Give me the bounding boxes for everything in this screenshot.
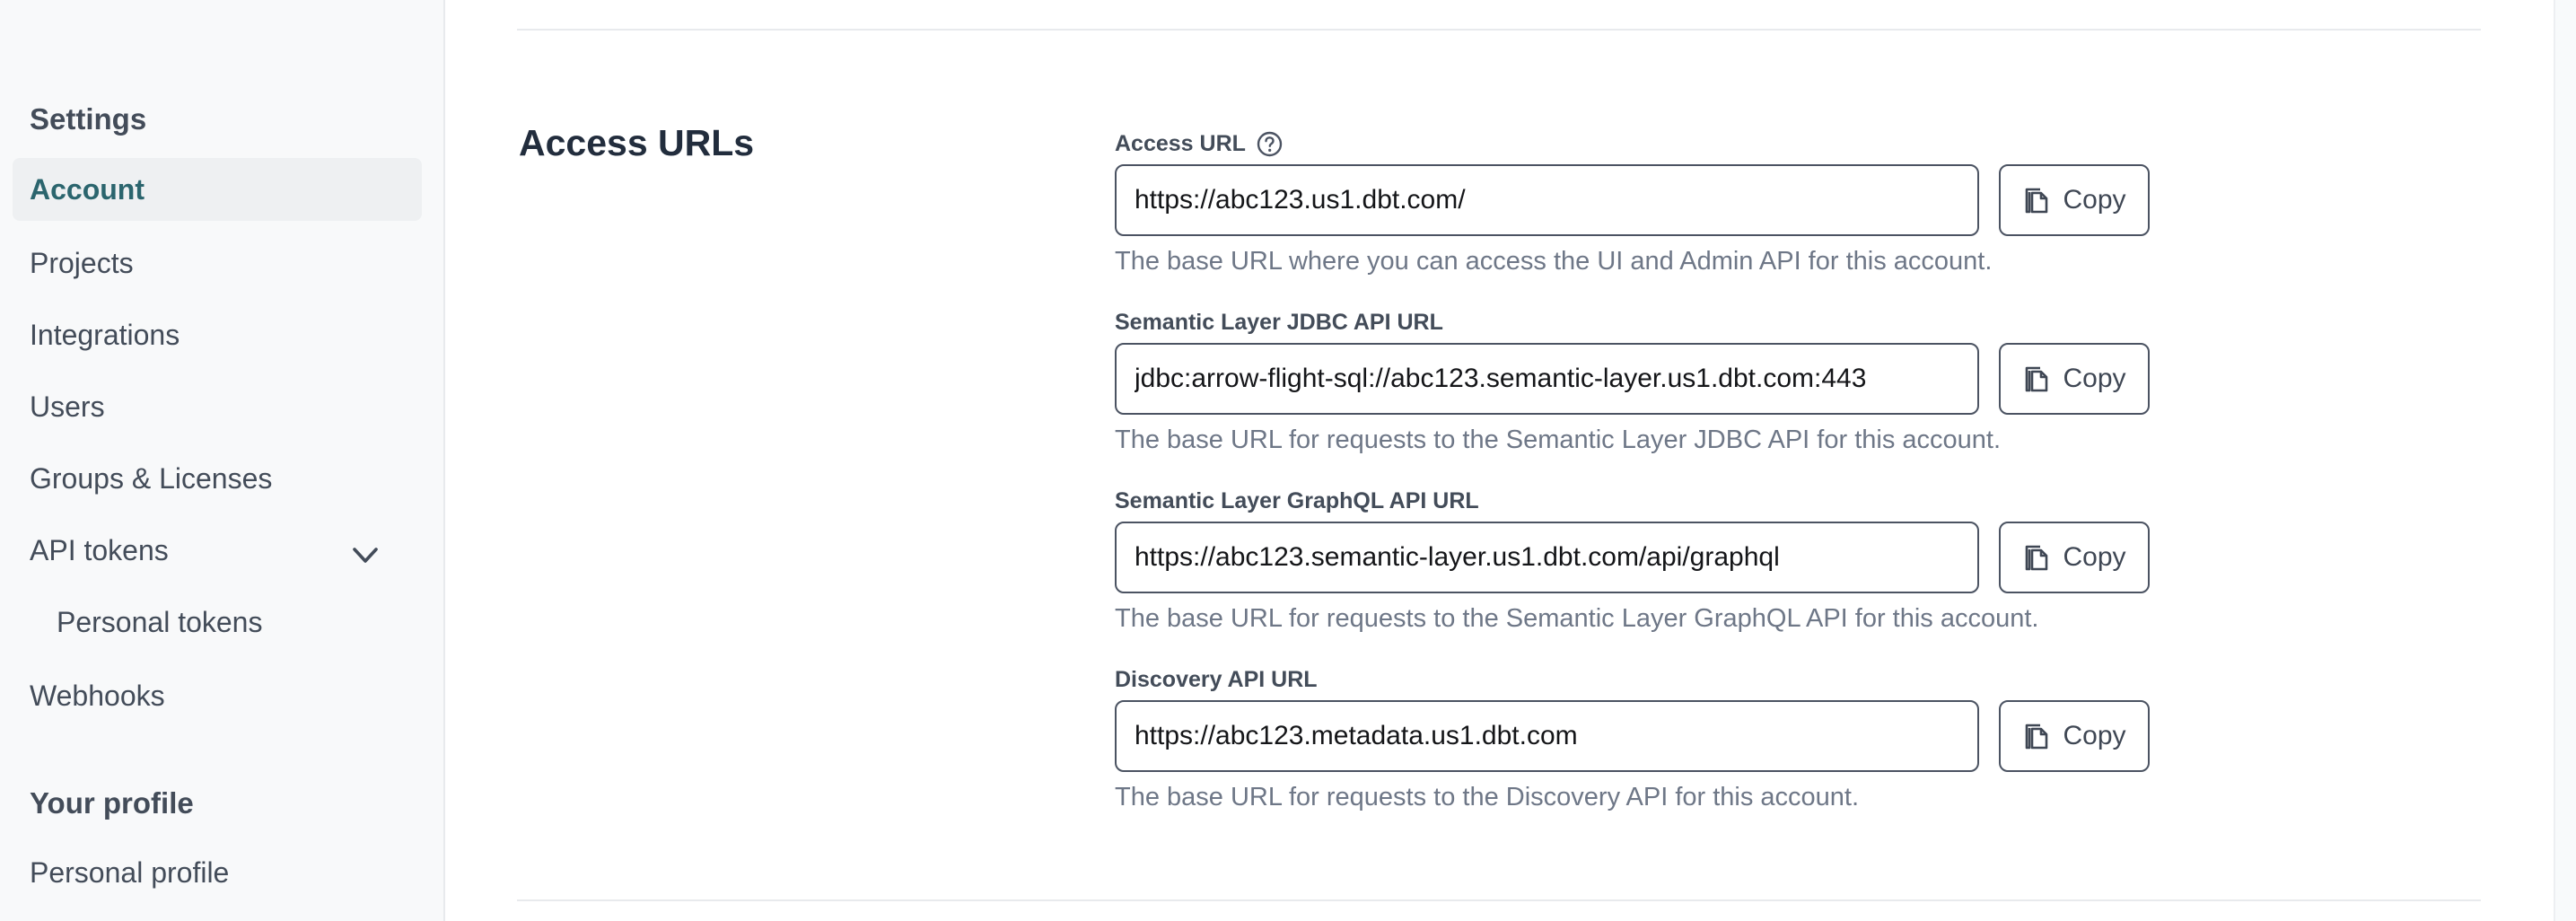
field-description: The base URL for requests to the Discovery API for this account. bbox=[1115, 783, 1860, 811]
input-row bbox=[1115, 700, 2156, 772]
sidebar-item-integrations[interactable]: Integrations bbox=[30, 319, 180, 351]
copy-icon bbox=[2022, 185, 2050, 216]
sidebar-item-projects[interactable]: Projects bbox=[30, 247, 134, 279]
field-description: The base URL where you can access the UI and Admin API for this account. bbox=[1115, 247, 1993, 276]
divider-bottom bbox=[517, 899, 2481, 901]
divider-top bbox=[517, 29, 2481, 31]
input-row bbox=[1115, 164, 2156, 236]
copy-discovery-url-button[interactable] bbox=[1999, 700, 2150, 772]
field-label-text: Discovery API URL bbox=[1115, 667, 1318, 692]
field-label-text: Access URL bbox=[1115, 131, 1246, 156]
field-description: The base URL for requests to the Semantic Layer JDBC API for this account. bbox=[1115, 425, 2002, 454]
input-row bbox=[1115, 343, 2156, 415]
sidebar-item-account[interactable] bbox=[13, 158, 422, 221]
sidebar-item-api-tokens[interactable] bbox=[30, 532, 416, 568]
sidebar-item-groups-licenses[interactable]: Groups & Licenses bbox=[30, 462, 273, 495]
copy-icon bbox=[2022, 364, 2050, 395]
field-label bbox=[1115, 485, 2156, 517]
sidebar-item-label: API tokens bbox=[30, 534, 169, 566]
sidebar-item-personal-profile[interactable]: Personal profile bbox=[30, 856, 230, 889]
chevron-down-icon bbox=[350, 539, 381, 563]
discovery-api-url-input[interactable] bbox=[1115, 700, 1979, 772]
copy-icon bbox=[2022, 721, 2050, 752]
sidebar-section-title-your-profile: Your profile bbox=[30, 786, 194, 820]
main-content bbox=[445, 0, 2554, 921]
sidebar-item-personal-tokens[interactable]: Personal tokens bbox=[57, 606, 263, 638]
copy-button-label: Copy bbox=[2063, 364, 2126, 393]
field-access-url bbox=[1115, 127, 2156, 279]
input-row bbox=[1115, 522, 2156, 593]
sidebar-item-users[interactable]: Users bbox=[30, 390, 105, 423]
copy-button-label: Copy bbox=[2063, 542, 2126, 572]
page-title-access-urls: Access URLs bbox=[519, 122, 755, 163]
sidebar-item-webhooks[interactable]: Webhooks bbox=[30, 680, 165, 712]
field-discovery-api-url bbox=[1115, 663, 2156, 815]
help-icon[interactable] bbox=[1257, 131, 1283, 157]
copy-button-label: Copy bbox=[2063, 185, 2126, 215]
field-label bbox=[1115, 127, 2156, 160]
copy-button-label: Copy bbox=[2063, 721, 2126, 750]
scrollbar-track[interactable] bbox=[2554, 0, 2576, 921]
field-semantic-layer-jdbc-api-url bbox=[1115, 306, 2156, 458]
sidebar-item-label: Account bbox=[30, 173, 145, 206]
semantic-layer-graphql-api-url-input[interactable] bbox=[1115, 522, 1979, 593]
access-urls-form bbox=[1115, 127, 2156, 842]
copy-graphql-url-button[interactable] bbox=[1999, 522, 2150, 593]
settings-sidebar bbox=[0, 0, 445, 921]
copy-icon bbox=[2022, 542, 2050, 574]
copy-access-url-button[interactable] bbox=[1999, 164, 2150, 236]
access-url-input[interactable] bbox=[1115, 164, 1979, 236]
field-description: The base URL for requests to the Semantic Layer GraphQL API for this account. bbox=[1115, 604, 2039, 633]
semantic-layer-jdbc-api-url-input[interactable] bbox=[1115, 343, 1979, 415]
field-label bbox=[1115, 663, 2156, 696]
copy-jdbc-url-button[interactable] bbox=[1999, 343, 2150, 415]
field-label-text: Semantic Layer JDBC API URL bbox=[1115, 310, 1443, 335]
field-label-text: Semantic Layer GraphQL API URL bbox=[1115, 488, 1479, 513]
field-label bbox=[1115, 306, 2156, 338]
field-semantic-layer-graphql-api-url bbox=[1115, 485, 2156, 636]
sidebar-section-title-settings: Settings bbox=[30, 102, 147, 136]
